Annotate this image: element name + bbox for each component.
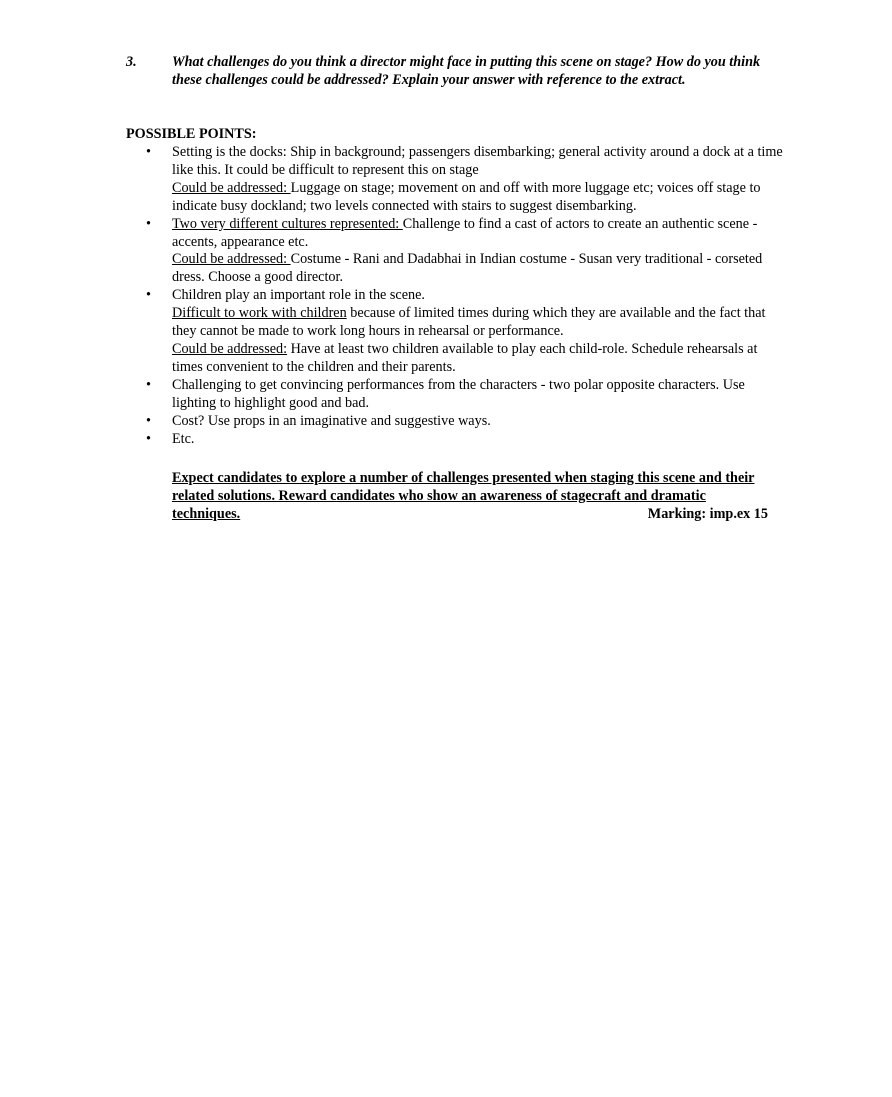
underlined-label: Difficult to work with children [172,305,347,322]
point-line [172,251,786,287]
point-line [172,144,786,180]
bullet-icon: • [146,430,151,447]
guidance-text: Expect candidates to explore a number of challenges presented when staging this scene and their related solutions. Reward candidates who show an awareness of stagecraft and dramatic techniques. [172,470,755,522]
point-text: Challenge to find a cast of actors to create an authentic scene - accents, appearance etc. [172,215,758,250]
marking-guidance [172,469,768,523]
point-text: Children play an important role in the scene. [172,287,425,304]
marking-label: Marking: imp.ex 15 [647,506,768,522]
underlined-label: Two very different cultures represented: [172,215,403,232]
point-text: Costume - Rani and Dadabhai in Indian costume - Susan very traditional - corseted dress. Choose a good director. [172,251,763,286]
point-item [126,413,786,431]
underlined-label: Could be addressed: [172,251,291,268]
point-line [172,377,786,413]
underlined-label: Could be addressed: [172,179,291,196]
question-text: What challenges do you think a director might face in putting this scene on stage? How do you think these challenges could be addressed? Explain your answer with reference to the extract. [172,54,761,88]
question-block [126,53,776,89]
point-line [172,287,786,305]
point-line [172,431,786,449]
point-text: Cost? Use props in an imaginative and suggestive ways. [172,412,491,429]
bullet-icon: • [146,287,151,304]
section-heading: POSSIBLE POINTS: [126,126,257,142]
point-item [126,287,786,377]
point-line [172,341,786,377]
underlined-label: Could be addressed: [172,340,288,357]
point-line [172,216,786,252]
question-number: 3. [126,54,137,70]
point-line [172,305,786,341]
point-text: Setting is the docks: Ship in background; passengers disembarking; general activity around a dock at a time like this. It could be difficult to represent this on stage [172,144,783,178]
point-text: Luggage on stage; movement on and off with more luggage etc; voices off stage to indicate busy dockland; two levels connected with stairs to suggest disembarking. [172,179,761,214]
point-item [126,144,786,216]
point-line [172,413,786,431]
bullet-icon: • [146,376,151,393]
bullet-icon: • [146,215,151,232]
point-text: Etc. [172,430,195,447]
possible-points-list [126,144,786,448]
point-item [126,216,786,288]
point-line [172,180,786,216]
point-text: because of limited times during which they are available and the fact that they cannot be made to work long hours in rehearsal or performance. [172,305,766,340]
bullet-icon: • [146,412,151,429]
bullet-icon: • [146,144,151,160]
point-text: Have at least two children available to play each child-role. Schedule rehearsals at times convenient to the children and their parents. [172,340,758,375]
point-text: Challenging to get convincing performances from the characters - two polar opposite characters. Use lighting to highlight good and bad. [172,376,745,411]
point-item [126,377,786,413]
point-item [126,431,786,449]
